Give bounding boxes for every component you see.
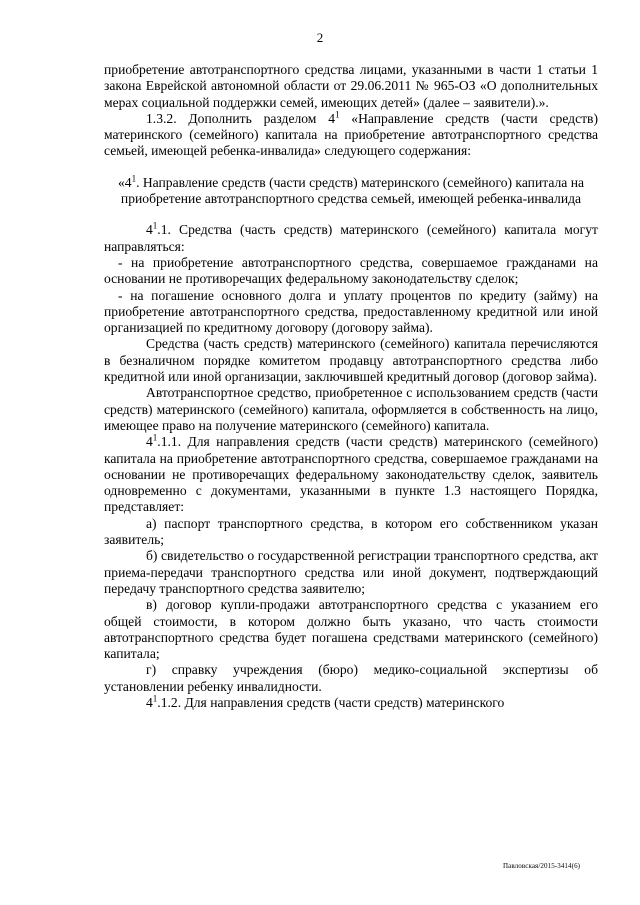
paragraph [104, 695, 598, 711]
superscript: 1 [152, 693, 158, 704]
superscript: 1 [131, 173, 137, 184]
paragraph [104, 222, 598, 255]
paragraph-text: в) договор купли-продажи автотранспортного средства с указанием его общей стоимости, в котором должно быть указано, что часть стоимости автотранспортного средства будет погашена средствами материнского (семейного) капитала; [104, 597, 598, 662]
paragraph [104, 434, 598, 515]
paragraph-text: . Направление средств (части средств) материнского (семейного) капитала на приобретение автотранспортного средства семьей, имеющей ребенка-инвалида [120, 174, 585, 207]
paragraph [104, 111, 598, 160]
paragraph-text: - на погашение основного долга и уплату процентов по кредиту (займу) на приобретение автотранспортного средства, предоставленному кредитной или иной организацией по кредитному договору (договору займа). [104, 287, 598, 336]
superscript: 1 [152, 432, 158, 443]
paragraph-prefix: 4 [146, 694, 153, 710]
paragraph [104, 288, 598, 337]
footer-code: Павловская/2015-3414(6) [503, 862, 581, 870]
paragraph [104, 62, 598, 111]
paragraph-text: Автотранспортное средство, приобретенное с использованием средств (части средств) материнского (семейного) капитала, оформляется в собственность на лицо, имеющее право на получение материнского (семейного) капитала. [104, 385, 598, 433]
paragraph [104, 255, 598, 288]
paragraph [104, 336, 598, 385]
paragraph [104, 597, 598, 662]
paragraph-text: Средства (часть средств) материнского (семейного) капитала перечисляются в безналичном порядке комитетом продавцу автотранспортного средства либо кредитной или иной организации, заключившей кредитный договор (договор займа). [104, 336, 598, 385]
paragraph-prefix: 1.3.2. Дополнить разделом 4 [146, 110, 335, 126]
paragraph-text: .1.2. Для направления средств (части средств) материнского [157, 694, 505, 710]
paragraph-prefix: «4 [117, 174, 132, 190]
paragraph-text: .1. Средства (часть средств) материнского (семейного) капитала могут направляться: [104, 222, 598, 254]
paragraph-text: б) свидетельство о государственной регистрации транспортного средства, акт приема-передачи транспортного средства или иной документ, подтверждающий передачу транспортного средства заявителю; [104, 548, 598, 596]
paragraph-text: а) паспорт транспортного средства, в котором его собственником указан заявитель; [104, 515, 598, 548]
paragraph-text: - на приобретение автотранспортного средства, совершаемое гражданами на основании не противоречащих федеральному законодательству сделок; [104, 254, 598, 287]
superscript: 1 [335, 109, 340, 120]
paragraph-text: .1.1. Для направления средств (части средств) материнского (семейного) капитала на приобретение автотранспортного средства, совершаемое гражданами на основании не противоречащих федеральному законодательству сделок, заявитель одновременно с документами, указанными в пункте 1.3 настоящего Порядка, представляет: [104, 434, 598, 515]
paragraph [104, 385, 598, 434]
paragraph-text: «Направление средств (части средств) материнского (семейного) капитала на приобретение автотранспортного средства семьей, имеющей ребенка-инвалида» следующего содержания: [104, 110, 599, 159]
paragraph-prefix: 4 [146, 222, 153, 238]
paragraph [104, 516, 598, 549]
paragraph-text: г) справку учреждения (бюро) медико-социальной экспертизы об установлении ребенку инвалидности. [104, 662, 598, 694]
paragraph [104, 548, 598, 597]
paragraph-text: приобретение автотранспортного средства лицами, указанными в части 1 статьи 1 закона Еврейской автономной области от 29.06.2011 № 965-ОЗ «О дополнительных мерах социальной поддержки семей, имеющих детей» (далее – заявители).». [104, 62, 598, 110]
paragraph-prefix: 4 [146, 434, 153, 450]
document-body [104, 62, 598, 711]
page-number: 2 [316, 30, 324, 45]
superscript: 1 [152, 220, 158, 231]
paragraph [104, 662, 598, 695]
section-heading [104, 175, 598, 208]
